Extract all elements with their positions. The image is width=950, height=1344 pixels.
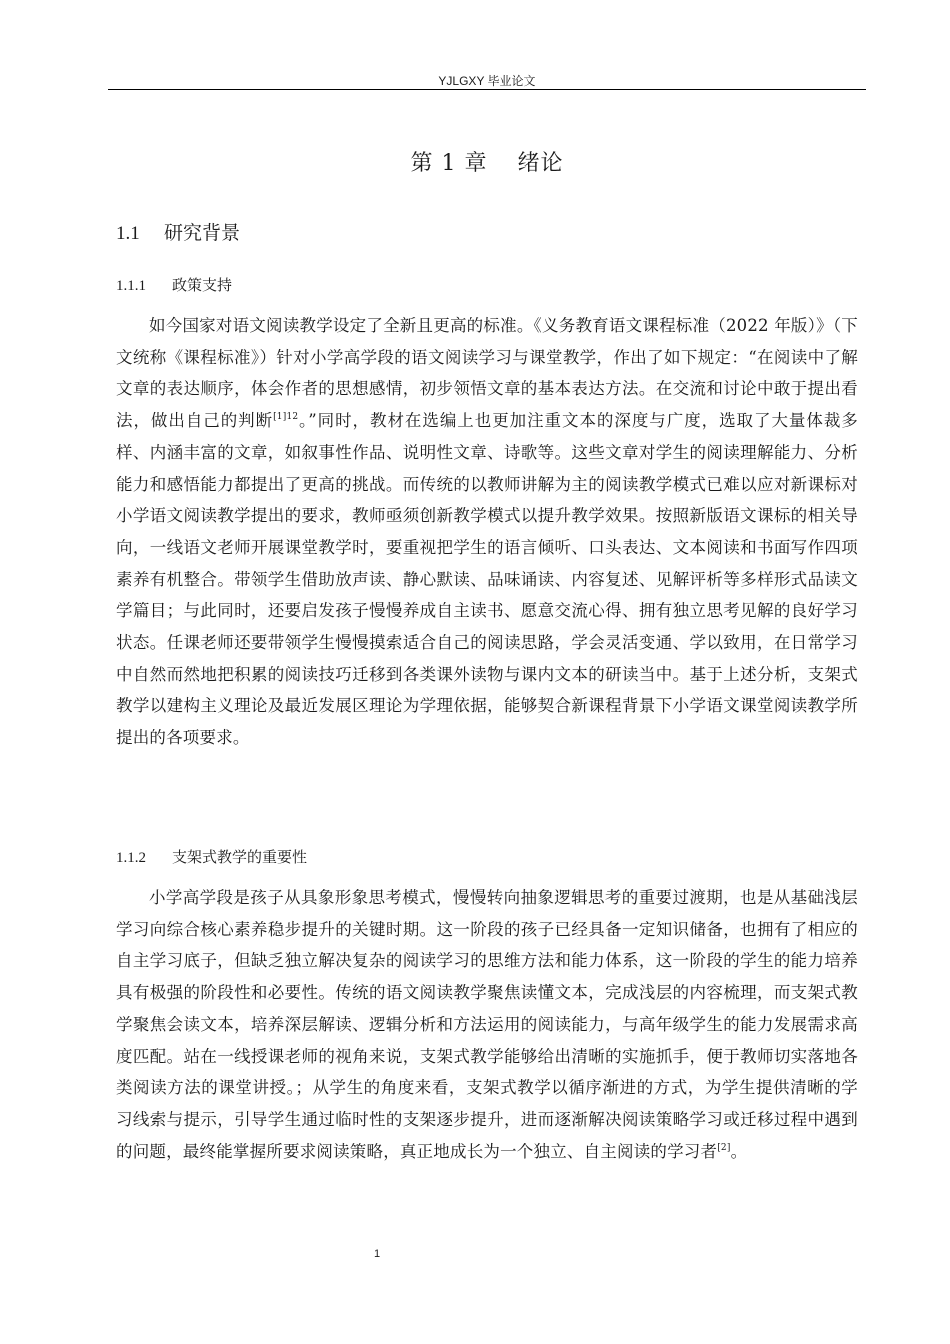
chapter-number: 第 1 章 (410, 151, 488, 176)
section-title: 研究背景 (164, 222, 241, 244)
section-heading-1-1 (116, 218, 240, 245)
section-number: 1.1 (116, 223, 140, 244)
running-header: YJLGXY 毕业论文 (438, 74, 536, 88)
chapter-title (108, 146, 866, 177)
paragraph-text: 。 (730, 1141, 748, 1161)
body-paragraph-1 (116, 310, 858, 754)
subsection-heading-1-1-1 (116, 274, 232, 295)
page-number: 1 (373, 1248, 381, 1260)
subsection-number: 1.1.2 (116, 850, 146, 866)
paragraph-text: 小学高学段是孩子从具象形象思考模式，慢慢转向抽象逻辑思考的重要过渡期，也是从基础浅层学习向综合核心素养稳步提升的关键时期。这一阶段的孩子已经具备一定知识储备，也拥有了相应的自主学习底子，但缺乏独立解决复杂的阅读学习的思维方法和能力体系，这一阶段的学生的能力培养具有极强的阶段性和必要性。传统的语文阅读教学聚焦读懂文本，完成浅层的内容梳理，而支架式教学聚焦会读文本，培养深层解读、逻辑分析和方法运用的阅读能力，与高年级学生的能力发展需求高度匹配。站在一线授课老师的视角来说，支架式教学能够给出清晰的实施抓手，便于教师切实落地各类阅读方法的课堂讲授。；从学生的角度来看，支架式教学以循序渐进的方式，为学生提供清晰的学习线索与提示，引导学生通过临时性的支架逐步提升，进而逐渐解决阅读策略学习或迁移过程中遇到的问题，最终能掌握所要求阅读策略，真正地成长为一个独立、自主阅读的学习者 (116, 888, 858, 1161)
body-paragraph-2 (116, 882, 858, 1167)
citation-marker: [1]12 (273, 412, 299, 423)
citation-marker: [2] (717, 1142, 731, 1153)
subsection-number: 1.1.1 (116, 278, 146, 294)
subsection-heading-1-1-2 (116, 846, 307, 867)
paragraph-text: 。”同时，教材在选编上也更加注重文本的深度与广度，选取了大量体裁多样、内涵丰富的文章，如叙事性作品、说明性文章、诗歌等。这些文章对学生的阅读理解能力、分析能力和感悟能力都提出了更高的挑战。而传统的以教师讲解为主的阅读教学模式已难以应对新课标对小学语文阅读教学提出的要求，教师亟须创新教学模式以提升教学效果。按照新版语文课标的相关导向，一线语文老师开展课堂教学时，要重视把学生的语言倾听、口头表达、文本阅读和书面写作四项素养有机整合。带领学生借助放声读、静心默读、品味诵读、内容复述、见解评析等多样形式品读文学篇目；与此同时，还要启发孩子慢慢养成自主读书、愿意交流心得、拥有独立思考见解的良好学习状态。任课老师还要带领学生慢慢摸索适合自己的阅读思路，学会灵活变通、学以致用，在日常学习中自然而然地把积累的阅读技巧迁移到各类课外读物与课内文本的研读当中。基于上述分析，支架式教学以建构主义理论及最近发展区理论为学理依据，能够契合新课程背景下小学语文课堂阅读教学所提出的各项要求。 (116, 411, 858, 748)
chapter-name: 绪论 (517, 151, 564, 176)
paragraph-text: 如今国家对语文阅读教学设定了全新且更高的标准。《义务教育语文课程标准（2022 年版）》（下文统称《课程标准》）针对小学高学段的语文阅读学习与课堂教学，作出了如下规定：“在阅读中了解文章的表达顺序，体会作者的思想感情，初步领悟文章的基本表达方法。在交流和讨论中敢于提出看法，做出自己的判断 (116, 316, 858, 431)
subsection-title: 政策支持 (172, 276, 233, 294)
subsection-title: 支架式教学的重要性 (172, 848, 308, 866)
header-rule (108, 89, 866, 90)
